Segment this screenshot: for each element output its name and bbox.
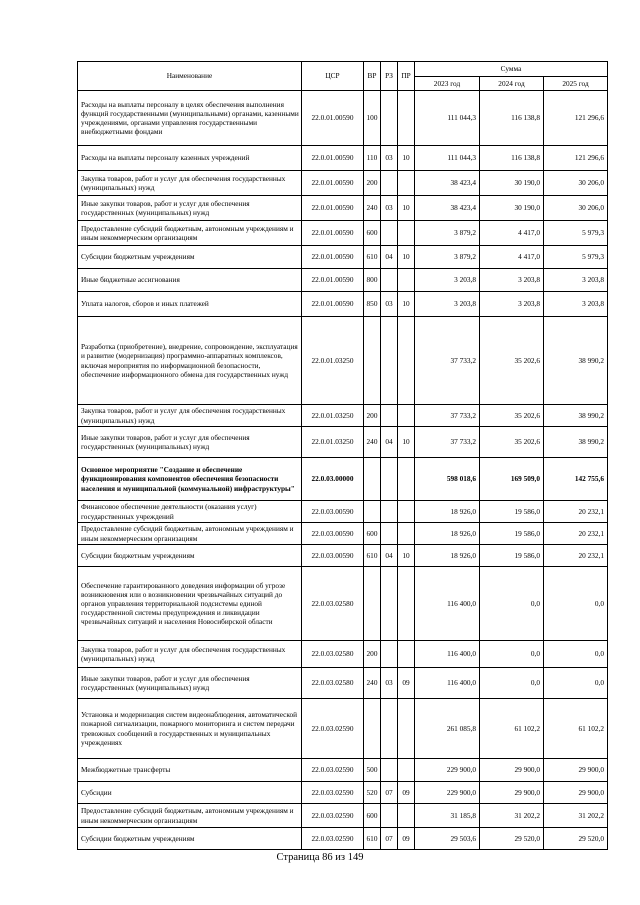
cell-sum-2024: 3 203,8	[480, 269, 544, 292]
cell-vr: 240	[364, 668, 381, 699]
cell-pr	[398, 269, 415, 292]
budget-table	[77, 61, 608, 850]
cell-vr	[364, 458, 381, 501]
cell-name: Межбюджетные трансферты	[78, 759, 302, 782]
cell-name: Закупка товаров, работ и услуг для обеспечения государственных (муниципальных) нужд	[78, 171, 302, 196]
cell-csr: 22.0.03.02590	[302, 804, 364, 828]
table-row	[78, 501, 608, 523]
cell-sum-2025: 3 203,8	[544, 269, 608, 292]
cell-vr: 610	[364, 545, 381, 567]
cell-csr: 22.0.01.00590	[302, 171, 364, 196]
cell-csr: 22.0.01.00590	[302, 246, 364, 269]
cell-rz	[381, 523, 398, 545]
cell-sum-2025: 0,0	[544, 567, 608, 641]
cell-sum-2023: 116 400,0	[415, 567, 480, 641]
cell-csr: 22.0.03.02590	[302, 828, 364, 850]
cell-sum-2023: 261 085,8	[415, 699, 480, 759]
cell-sum-2024: 19 586,0	[480, 523, 544, 545]
cell-rz: 04	[381, 246, 398, 269]
table-row	[78, 292, 608, 317]
cell-rz	[381, 759, 398, 782]
cell-sum-2024: 31 202,2	[480, 804, 544, 828]
cell-sum-2023: 37 733,2	[415, 427, 480, 458]
cell-sum-2024: 35 202,6	[480, 405, 544, 427]
cell-name: Закупка товаров, работ и услуг для обеспечения государственных (муниципальных) нужд	[78, 641, 302, 668]
cell-pr	[398, 699, 415, 759]
cell-rz: 03	[381, 196, 398, 221]
cell-vr: 200	[364, 405, 381, 427]
header-name: Наименование	[78, 62, 302, 91]
cell-rz	[381, 317, 398, 405]
table-row	[78, 782, 608, 804]
cell-vr: 200	[364, 641, 381, 668]
cell-name: Субсидии бюджетным учреждениям	[78, 246, 302, 269]
cell-sum-2024: 0,0	[480, 567, 544, 641]
table-row	[78, 699, 608, 759]
cell-sum-2024: 0,0	[480, 668, 544, 699]
table-row	[78, 523, 608, 545]
cell-csr: 22.0.03.00590	[302, 545, 364, 567]
cell-csr: 22.0.01.00590	[302, 146, 364, 171]
cell-rz	[381, 171, 398, 196]
cell-sum-2025: 30 206,0	[544, 196, 608, 221]
cell-vr: 200	[364, 171, 381, 196]
cell-csr: 22.0.03.02590	[302, 759, 364, 782]
cell-csr: 22.0.01.00590	[302, 91, 364, 146]
cell-sum-2025: 29 520,0	[544, 828, 608, 850]
cell-csr: 22.0.01.03250	[302, 317, 364, 405]
cell-sum-2023: 116 400,0	[415, 668, 480, 699]
cell-vr: 610	[364, 828, 381, 850]
cell-sum-2025: 38 990,2	[544, 317, 608, 405]
cell-pr	[398, 405, 415, 427]
cell-rz	[381, 699, 398, 759]
cell-sum-2023: 18 926,0	[415, 523, 480, 545]
cell-sum-2025: 0,0	[544, 641, 608, 668]
cell-csr: 22.0.03.02580	[302, 641, 364, 668]
cell-pr	[398, 221, 415, 246]
cell-vr: 100	[364, 91, 381, 146]
cell-sum-2024: 29 900,0	[480, 782, 544, 804]
table-row	[78, 246, 608, 269]
cell-name: Иные закупки товаров, работ и услуг для обеспечения государственных (муниципальных) нужд	[78, 196, 302, 221]
table-row	[78, 545, 608, 567]
cell-rz	[381, 567, 398, 641]
cell-name: Уплата налогов, сборов и иных платежей	[78, 292, 302, 317]
cell-sum-2024: 19 586,0	[480, 501, 544, 523]
cell-pr: 09	[398, 668, 415, 699]
cell-sum-2025: 20 232,1	[544, 545, 608, 567]
cell-name: Установка и модернизация систем видеонаблюдения, автоматической пожарной сигнализации, пожарного мониторинга и систем передачи тревожных сообщений в государственных и муниципальных учреждениях	[78, 699, 302, 759]
cell-sum-2023: 29 503,6	[415, 828, 480, 850]
cell-sum-2025: 3 203,8	[544, 292, 608, 317]
table-row	[78, 269, 608, 292]
cell-sum-2023: 111 044,3	[415, 146, 480, 171]
cell-rz: 07	[381, 828, 398, 850]
cell-csr: 22.0.01.03250	[302, 405, 364, 427]
cell-rz: 07	[381, 782, 398, 804]
cell-vr: 600	[364, 221, 381, 246]
cell-vr: 520	[364, 782, 381, 804]
cell-name: Расходы на выплаты персоналу казенных учреждений	[78, 146, 302, 171]
cell-rz	[381, 458, 398, 501]
page-number: Страница 86 из 149	[276, 852, 364, 863]
cell-pr: 10	[398, 196, 415, 221]
cell-sum-2024: 29 520,0	[480, 828, 544, 850]
cell-sum-2024: 30 190,0	[480, 196, 544, 221]
cell-sum-2023: 3 879,2	[415, 221, 480, 246]
cell-sum-2024: 4 417,0	[480, 246, 544, 269]
header-vr: ВР	[364, 62, 381, 91]
header-sum: Сумма	[415, 62, 608, 77]
cell-sum-2025: 20 232,1	[544, 523, 608, 545]
cell-vr: 240	[364, 196, 381, 221]
cell-sum-2025: 30 206,0	[544, 171, 608, 196]
header-year-2024: 2024 год	[480, 77, 544, 91]
table-row	[78, 221, 608, 246]
cell-name: Финансовое обеспечение деятельности (оказания услуг) государственных учреждений	[78, 501, 302, 523]
cell-vr	[364, 699, 381, 759]
cell-pr	[398, 501, 415, 523]
cell-sum-2023: 229 900,0	[415, 782, 480, 804]
cell-vr: 600	[364, 804, 381, 828]
cell-sum-2024: 35 202,6	[480, 427, 544, 458]
cell-name: Разработка (приобретение), внедрение, сопровождение, эксплуатация и развитие (модернизация) программно-аппаратных комплексов, включая мероприятия по информационной безопасности, обеспечение информационного обмена для государственных нужд	[78, 317, 302, 405]
cell-name: Закупка товаров, работ и услуг для обеспечения государственных (муниципальных) нужд	[78, 405, 302, 427]
cell-name: Расходы на выплаты персоналу в целях обеспечения выполнения функций государственными (муниципальными) органами, казенными учреждениями, органами управления государственными внебюджетными фондами	[78, 91, 302, 146]
cell-vr	[364, 317, 381, 405]
cell-pr: 10	[398, 292, 415, 317]
cell-rz	[381, 91, 398, 146]
cell-sum-2025: 5 979,3	[544, 246, 608, 269]
cell-sum-2025: 5 979,3	[544, 221, 608, 246]
cell-csr: 22.0.01.00590	[302, 221, 364, 246]
budget-table-container	[77, 61, 607, 850]
cell-sum-2025: 38 990,2	[544, 405, 608, 427]
cell-sum-2025: 142 755,6	[544, 458, 608, 501]
cell-sum-2023: 37 733,2	[415, 317, 480, 405]
cell-sum-2023: 3 203,8	[415, 269, 480, 292]
cell-name: Субсидии бюджетным учреждениям	[78, 545, 302, 567]
header-year-2023: 2023 год	[415, 77, 480, 91]
cell-sum-2023: 31 185,8	[415, 804, 480, 828]
cell-vr: 610	[364, 246, 381, 269]
cell-csr: 22.0.03.02580	[302, 668, 364, 699]
cell-sum-2025: 38 990,2	[544, 427, 608, 458]
cell-rz: 03	[381, 146, 398, 171]
cell-rz: 03	[381, 668, 398, 699]
table-row	[78, 804, 608, 828]
table-row	[78, 405, 608, 427]
cell-sum-2023: 38 423,4	[415, 196, 480, 221]
header-year-2025: 2025 год	[544, 77, 608, 91]
cell-name: Обеспечение гарантированного доведения информации об угрозе возникновения или о возникновении чрезвычайных ситуаций до органов управления территориальной подсистемы единой государственной системы предупреждения и ликвидации чрезвычайных ситуаций и населения Новосибирской области	[78, 567, 302, 641]
header-csr: ЦСР	[302, 62, 364, 91]
cell-name: Предоставление субсидий бюджетным, автономным учреждениям и иным некоммерческим организациям	[78, 804, 302, 828]
cell-name: Субсидии	[78, 782, 302, 804]
cell-rz	[381, 405, 398, 427]
cell-vr: 240	[364, 427, 381, 458]
cell-sum-2025: 121 296,6	[544, 146, 608, 171]
cell-pr	[398, 171, 415, 196]
cell-csr: 22.0.03.02580	[302, 567, 364, 641]
cell-sum-2023: 3 879,2	[415, 246, 480, 269]
cell-pr	[398, 641, 415, 668]
cell-sum-2024: 35 202,6	[480, 317, 544, 405]
table-body	[78, 91, 608, 850]
cell-name: Иные закупки товаров, работ и услуг для обеспечения государственных (муниципальных) нужд	[78, 668, 302, 699]
cell-pr: 10	[398, 146, 415, 171]
cell-pr	[398, 804, 415, 828]
cell-sum-2025: 20 232,1	[544, 501, 608, 523]
cell-sum-2023: 3 203,8	[415, 292, 480, 317]
cell-sum-2024: 19 586,0	[480, 545, 544, 567]
table-row	[78, 641, 608, 668]
table-row	[78, 567, 608, 641]
table-row	[78, 668, 608, 699]
cell-sum-2024: 169 509,0	[480, 458, 544, 501]
cell-sum-2024: 30 190,0	[480, 171, 544, 196]
cell-csr: 22.0.03.00000	[302, 458, 364, 501]
cell-sum-2025: 121 296,6	[544, 91, 608, 146]
cell-vr: 110	[364, 146, 381, 171]
cell-pr: 09	[398, 782, 415, 804]
cell-pr	[398, 458, 415, 501]
table-row	[78, 427, 608, 458]
table-row	[78, 828, 608, 850]
cell-rz	[381, 269, 398, 292]
cell-vr: 500	[364, 759, 381, 782]
cell-csr: 22.0.01.00590	[302, 196, 364, 221]
cell-csr: 22.0.03.00590	[302, 501, 364, 523]
cell-name: Субсидии бюджетным учреждениям	[78, 828, 302, 850]
cell-pr: 10	[398, 246, 415, 269]
table-row	[78, 759, 608, 782]
cell-sum-2025: 61 102,2	[544, 699, 608, 759]
cell-sum-2024: 29 900,0	[480, 759, 544, 782]
cell-vr: 850	[364, 292, 381, 317]
cell-pr	[398, 523, 415, 545]
cell-sum-2024: 116 138,8	[480, 91, 544, 146]
cell-sum-2023: 37 733,2	[415, 405, 480, 427]
cell-sum-2023: 18 926,0	[415, 545, 480, 567]
cell-pr: 10	[398, 427, 415, 458]
cell-sum-2023: 111 044,3	[415, 91, 480, 146]
table-row	[78, 458, 608, 501]
cell-pr	[398, 759, 415, 782]
cell-name: Основное мероприятие "Создание и обеспечение функционирования компонентов обеспечения безопасности населения и муниципальной (коммунальной) инфраструктуры"	[78, 458, 302, 501]
cell-sum-2024: 61 102,2	[480, 699, 544, 759]
cell-rz	[381, 501, 398, 523]
header-pr: ПР	[398, 62, 415, 91]
cell-sum-2024: 4 417,0	[480, 221, 544, 246]
cell-vr	[364, 567, 381, 641]
cell-rz: 04	[381, 545, 398, 567]
header-rz: РЗ	[381, 62, 398, 91]
cell-sum-2024: 116 138,8	[480, 146, 544, 171]
cell-sum-2025: 0,0	[544, 668, 608, 699]
cell-sum-2023: 116 400,0	[415, 641, 480, 668]
cell-sum-2025: 29 900,0	[544, 782, 608, 804]
cell-name: Иные бюджетные ассигнования	[78, 269, 302, 292]
cell-pr	[398, 567, 415, 641]
table-row	[78, 196, 608, 221]
cell-pr: 09	[398, 828, 415, 850]
cell-rz	[381, 221, 398, 246]
cell-csr: 22.0.01.03250	[302, 427, 364, 458]
cell-rz: 03	[381, 292, 398, 317]
cell-rz	[381, 804, 398, 828]
table-row	[78, 91, 608, 146]
cell-rz: 04	[381, 427, 398, 458]
cell-vr	[364, 501, 381, 523]
cell-csr: 22.0.01.00590	[302, 269, 364, 292]
table-row	[78, 317, 608, 405]
cell-sum-2023: 18 926,0	[415, 501, 480, 523]
cell-sum-2024: 3 203,8	[480, 292, 544, 317]
cell-csr: 22.0.03.02590	[302, 782, 364, 804]
cell-sum-2025: 29 900,0	[544, 759, 608, 782]
cell-sum-2023: 38 423,4	[415, 171, 480, 196]
cell-sum-2024: 0,0	[480, 641, 544, 668]
cell-name: Предоставление субсидий бюджетным, автономным учреждениям и иным некоммерческим организациям	[78, 221, 302, 246]
cell-pr	[398, 317, 415, 405]
cell-pr	[398, 91, 415, 146]
cell-csr: 22.0.01.00590	[302, 292, 364, 317]
cell-sum-2023: 598 018,6	[415, 458, 480, 501]
cell-pr: 10	[398, 545, 415, 567]
cell-rz	[381, 641, 398, 668]
table-row	[78, 171, 608, 196]
cell-vr: 600	[364, 523, 381, 545]
table-row	[78, 146, 608, 171]
cell-vr: 800	[364, 269, 381, 292]
cell-name: Предоставление субсидий бюджетным, автономным учреждениям и иным некоммерческим организациям	[78, 523, 302, 545]
cell-csr: 22.0.03.02590	[302, 699, 364, 759]
cell-csr: 22.0.03.00590	[302, 523, 364, 545]
cell-name: Иные закупки товаров, работ и услуг для обеспечения государственных (муниципальных) нужд	[78, 427, 302, 458]
cell-sum-2023: 229 900,0	[415, 759, 480, 782]
cell-sum-2025: 31 202,2	[544, 804, 608, 828]
